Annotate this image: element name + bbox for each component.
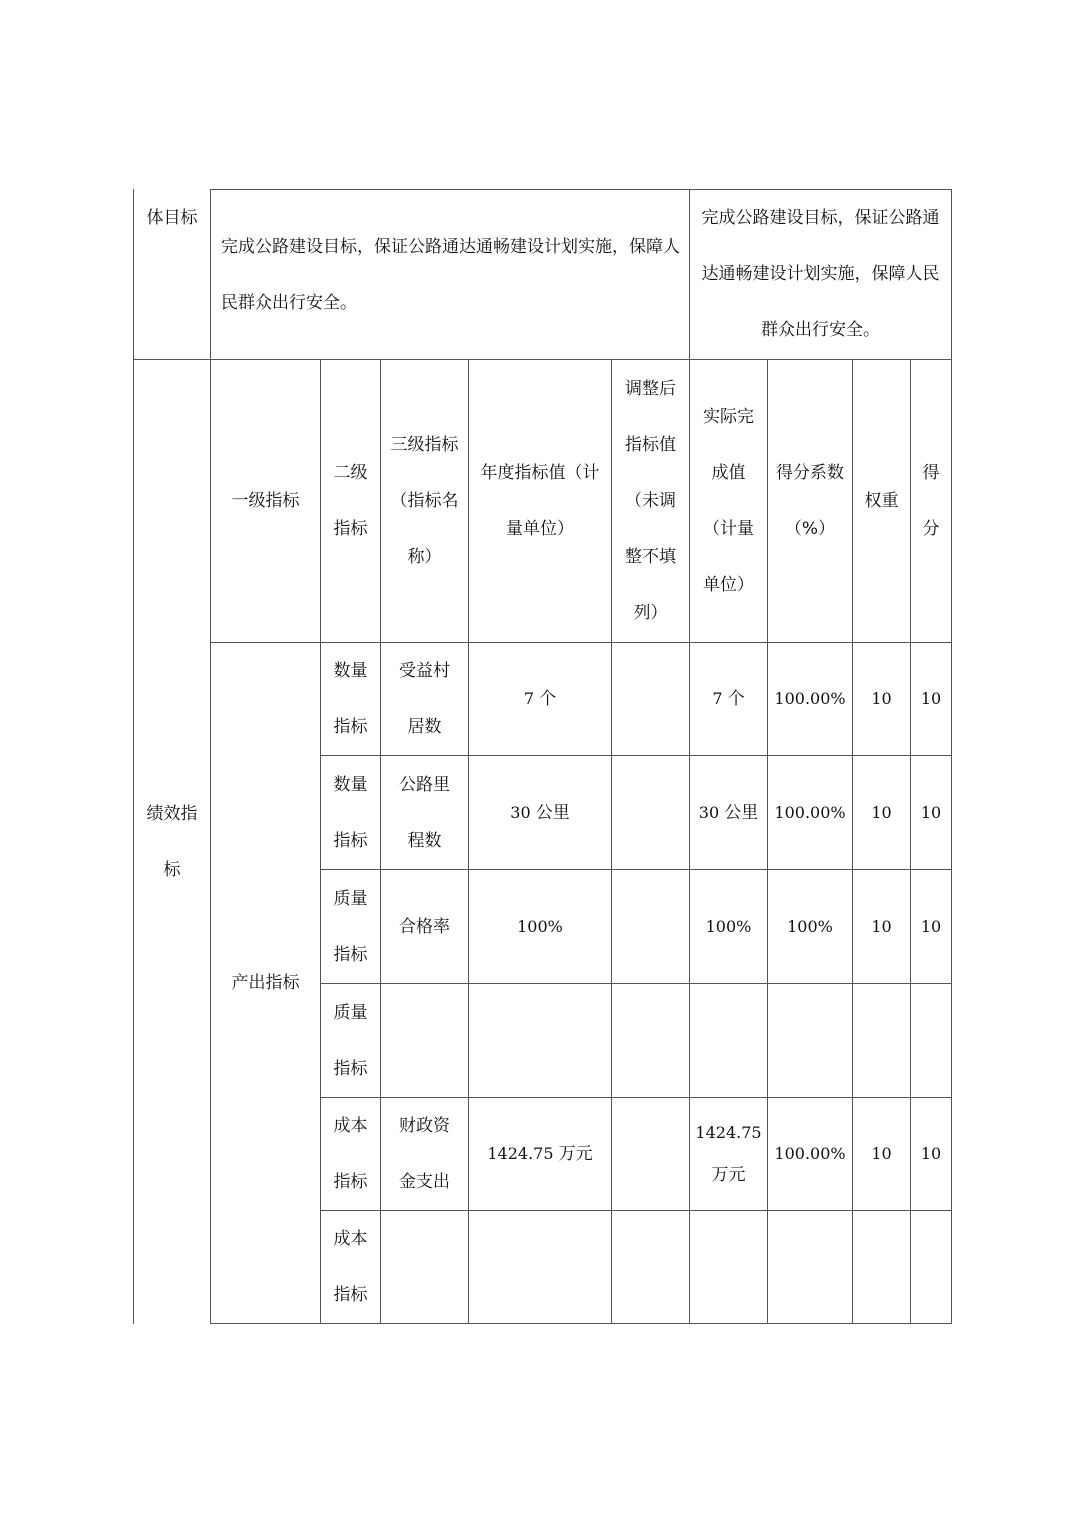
row-actual-value: 7 个: [712, 689, 745, 709]
header-actual-value: 实际完成值（计量单位）: [703, 407, 754, 595]
output-indicator-label: 产出指标: [231, 973, 300, 993]
header-annual-value: 年度指标值（计量单位）: [480, 463, 600, 539]
row-weight: 10: [871, 1144, 892, 1163]
overall-goal-annual-text: 完成公路建设目标，保证公路通达通畅建设计划实施，保障人民群众出行安全。: [221, 237, 680, 313]
row-coefficient: 100.00%: [774, 689, 846, 708]
row-level2: 成本指标: [333, 1229, 368, 1305]
row-level3: 合格率: [399, 917, 450, 937]
row-weight: 10: [871, 689, 892, 708]
header-score-coefficient: 得分系数（%）: [776, 463, 844, 539]
row-level3: 财政资金支出: [399, 1116, 450, 1192]
header-level2: 二级指标: [333, 463, 368, 539]
row-score: [911, 1211, 951, 1323]
grid-line: [210, 1323, 952, 1324]
grid-line: [133, 189, 134, 1324]
overall-goal-actual-text: 完成公路建设目标，保证公路通达通畅建设计划实施，保障人民群众出行安全。: [701, 208, 940, 340]
row-annual-value: 30 公里: [510, 802, 570, 823]
row-adjusted-value: [612, 643, 689, 755]
overall-goal-label: 体目标: [146, 208, 198, 228]
row-score: [911, 984, 951, 1097]
header-score: 得分: [922, 463, 940, 539]
row-coefficient: 100.00%: [774, 802, 846, 822]
row-actual-value: 30 公里: [698, 802, 759, 823]
header-weight: 权重: [864, 491, 899, 511]
row-actual-value: [690, 984, 767, 1097]
row-coefficient: 100.00%: [774, 1144, 846, 1163]
row-adjusted-value: [612, 984, 689, 1097]
row-score: 10: [920, 689, 942, 708]
row-score: 10: [920, 1144, 942, 1163]
row-actual-value: 100%: [705, 916, 752, 936]
row-level2: 质量指标: [333, 1002, 368, 1079]
row-coefficient: [768, 984, 852, 1097]
row-actual-value: 1424.75 万元: [695, 1123, 762, 1185]
row-actual-value: [690, 1211, 767, 1323]
row-level2: 质量指标: [333, 888, 368, 965]
row-adjusted-value: [612, 1098, 689, 1210]
performance-indicator-label: 绩效指标: [146, 804, 198, 880]
row-level3: 受益村居数: [399, 661, 450, 737]
row-score: 10: [920, 916, 942, 936]
row-annual-value: [469, 984, 611, 1097]
row-annual-value: [469, 1211, 611, 1323]
row-adjusted-value: [612, 756, 689, 869]
row-level2: 成本指标: [333, 1116, 368, 1192]
row-coefficient: [768, 1211, 852, 1323]
grid-line: [951, 189, 952, 1324]
row-level3: 公路里程数: [399, 774, 450, 851]
row-weight: 10: [871, 802, 892, 822]
row-coefficient: 100%: [787, 916, 833, 936]
row-weight: [853, 1211, 910, 1323]
row-score: 10: [920, 802, 942, 822]
header-level1: 一级指标: [231, 491, 300, 511]
row-annual-value: 100%: [517, 916, 563, 936]
row-annual-value: 7 个: [523, 689, 557, 709]
header-level3: 三级指标（指标名称）: [390, 435, 459, 567]
row-weight: [853, 984, 910, 1097]
row-level3: [381, 984, 468, 1097]
row-adjusted-value: [612, 1211, 689, 1323]
row-level2: 数量指标: [333, 774, 368, 851]
row-annual-value: 1424.75 万元: [487, 1144, 593, 1164]
row-level3: [381, 1211, 468, 1323]
row-adjusted-value: [612, 870, 689, 983]
row-level2: 数量指标: [333, 661, 368, 737]
row-weight: 10: [871, 916, 892, 936]
header-adjusted-value: 调整后指标值（未调整不填列）: [625, 379, 676, 623]
